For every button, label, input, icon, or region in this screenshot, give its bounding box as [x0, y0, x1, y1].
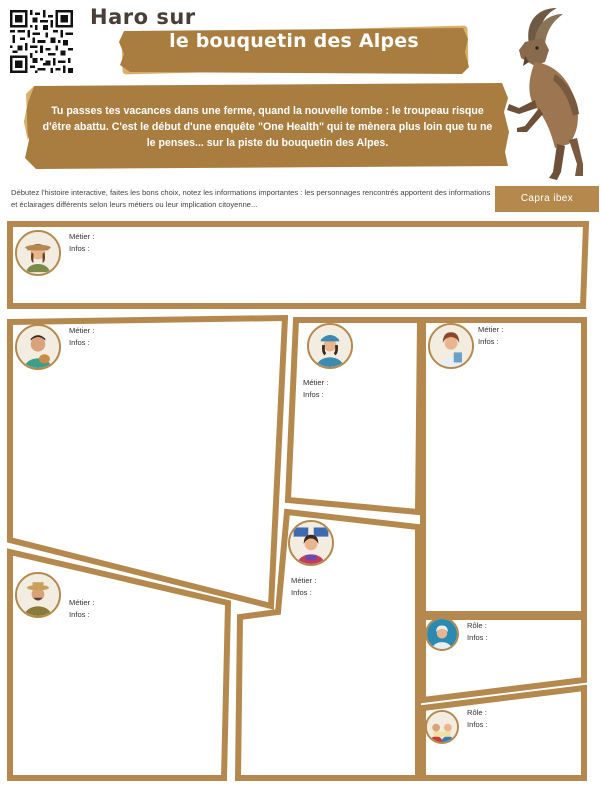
qr-code[interactable]	[10, 10, 73, 73]
panel-7-infos: Infos :	[467, 633, 488, 642]
panel-4-metier: Métier :	[478, 325, 504, 334]
panel-8-role: Rôle :	[467, 708, 487, 717]
panel-3-infos: Infos :	[303, 390, 324, 399]
panel-5-infos: Infos :	[69, 610, 90, 619]
character-explorer-avatar	[15, 230, 61, 276]
ibex-illustration	[495, 4, 599, 182]
title-line-2: le bouquetin des Alpes	[169, 30, 419, 52]
character-role-1-avatar	[425, 617, 459, 651]
character-cheesemaker-avatar	[307, 323, 353, 369]
character-hiker-avatar	[15, 572, 61, 618]
panel-4-infos: Infos :	[478, 337, 499, 346]
panel-5-metier: Métier :	[69, 598, 95, 607]
character-vet-avatar	[15, 324, 61, 370]
panel-1-metier: Métier :	[69, 232, 95, 241]
panel-2-metier: Métier :	[69, 326, 95, 335]
panel-6-infos: Infos :	[291, 588, 312, 597]
panel-8-infos: Infos :	[467, 720, 488, 729]
title-line-1: Haro sur	[90, 5, 196, 29]
instructions-text: Débutez l'histoire interactive, faites les bons choix, notez les informations importantes : les personnages rencontrés apportent des informations et éclairages différents selon leurs métiers ou leur implication citoyenne...	[11, 188, 491, 209]
character-doctor-avatar	[428, 323, 474, 369]
panel-1-infos: Infos :	[69, 244, 90, 253]
panel-2-infos: Infos :	[69, 338, 90, 347]
character-role-2-avatar	[425, 710, 459, 744]
panel-6-metier: Métier :	[291, 576, 317, 585]
intro-text: Tu passes tes vacances dans une ferme, quand la nouvelle tombe : le troupeau risque d'être abattu. C'est le début d'une enquête "One Health" qui te mènera plus loin que tu ne le penses... sur la piste du bouquetin des Alpes.	[42, 105, 493, 149]
panel-3-metier: Métier :	[303, 378, 329, 387]
species-caption: Capra ibex	[495, 186, 599, 212]
panel-7-role: Rôle :	[467, 621, 487, 630]
character-office-avatar	[288, 520, 334, 566]
